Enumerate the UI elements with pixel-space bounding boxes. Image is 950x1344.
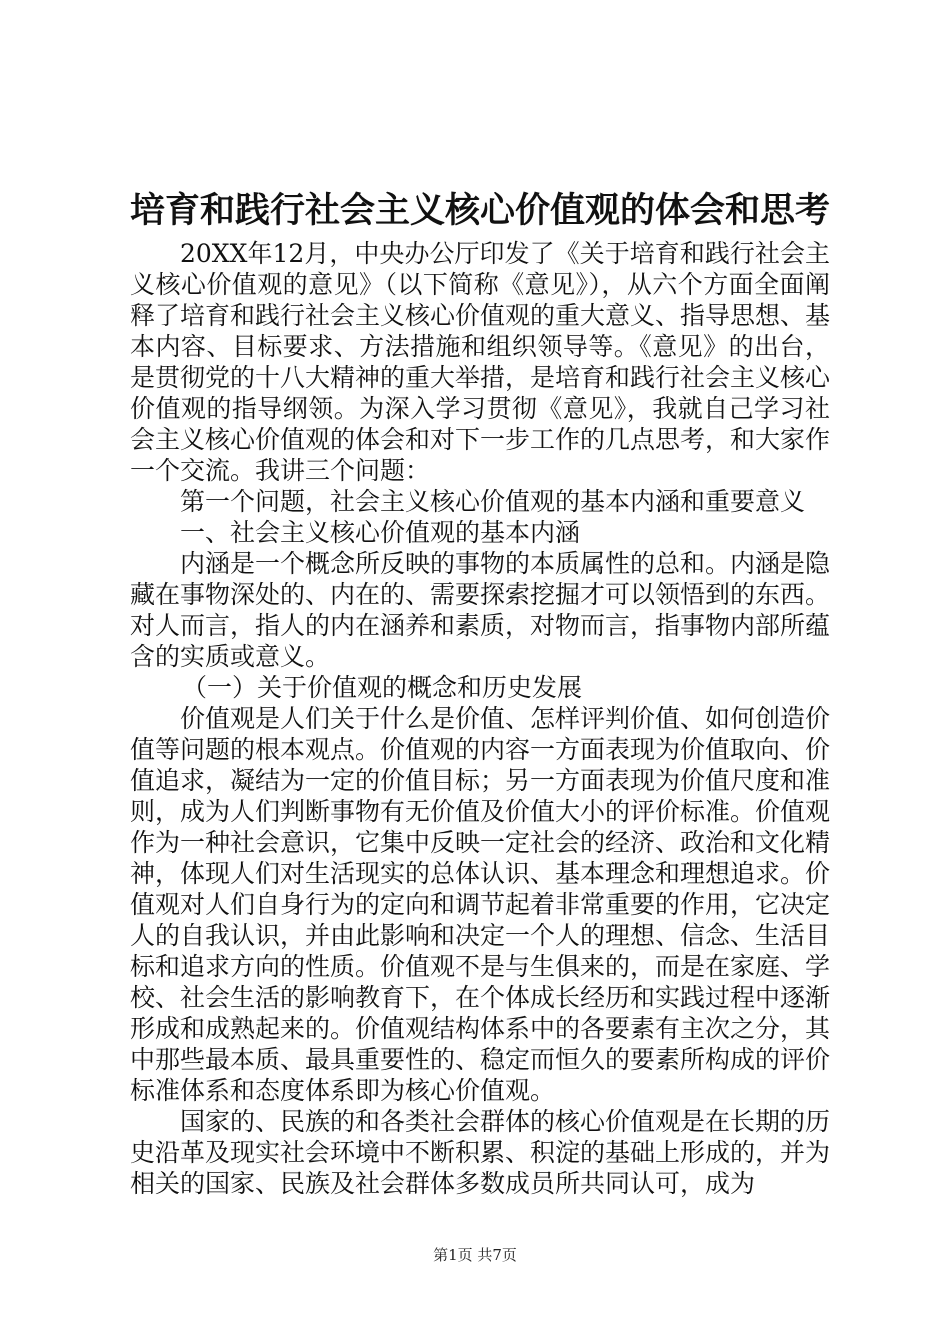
document-body	[130, 238, 830, 1199]
heading-subsection-one: （一）关于价值观的概念和历史发展	[182, 673, 583, 702]
paragraph-intro: 20XX年12月，中央办公厅印发了《关于培育和践行社会主义核心价值观的意见》（以下简称《意见》），从六个方面全面阐释了培育和践行社会主义核心价值观的重大意义、指导思想、基本内容、目标要求、方法措施和组织领导等。《意见》的出台，是贯彻党的十八大精神的重大举措，是培育和践行社会主义核心价值观的指导纲领。为深入学习贯彻《意见》，我就自己学习社会主义核心价值观的体会和对下一步工作的几点思考，和大家作一个交流。我讲三个问题：	[130, 239, 831, 485]
heading-section-one: 一、社会主义核心价值观的基本内涵	[180, 518, 581, 547]
heading-first-question: 第一个问题，社会主义核心价值观的基本内涵和重要意义	[180, 487, 806, 516]
page-number: 第1页 共7页	[433, 1246, 517, 1264]
document-title: 培育和践行社会主义核心价值观的体会和思考	[129, 190, 830, 231]
paragraph-connotation: 内涵是一个概念所反映的事物的本质属性的总和。内涵是隐藏在事物深处的、内在的、需要探索挖掘才可以领悟到的东西。对人而言，指人的内在涵养和素质，对物而言，指事物内部所蕴含的实质或意义。	[130, 549, 831, 671]
paragraph-values: 价值观是人们关于什么是价值、怎样评判价值、如何创造价值等问题的根本观点。价值观的内容一方面表现为价值取向、价值追求，凝结为一定的价值目标；另一方面表现为价值尺度和准则，成为人们判断事物有无价值及价值大小的评价标准。价值观作为一种社会意识，它集中反映一定社会的经济、政治和文化精神，体现人们对生活现实的总体认识、基本理念和理想追求。价值观对人们自身行为的定向和调节起着非常重要的作用，它决定人的自我认识，并由此影响和决定一个人的理想、信念、生活目标和追求方向的性质。价值观不是与生俱来的，而是在家庭、学校、社会生活的影响教育下，在个体成长经历和实践过程中逐渐形成和成熟起来的。价值观结构体系中的各要素有主次之分，其中那些最本质、最具重要性的、稳定而恒久的要素所构成的评价标准体系和态度体系即为核心价值观。	[130, 704, 831, 1105]
paragraph-core-values: 国家的、民族的和各类社会群体的核心价值观是在长期的历史沿革及现实社会环境中不断积累、积淀的基础上形成的，并为相关的国家、民族及社会群体多数成员所共同认可，成为	[130, 1107, 831, 1198]
